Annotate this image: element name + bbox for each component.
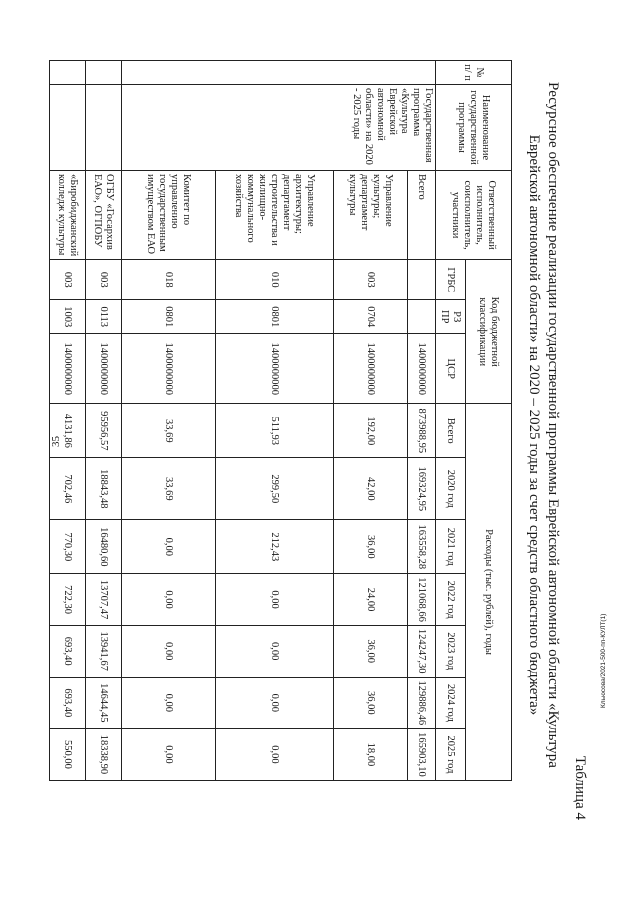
executor-cell: «Биробиджанский колледж культуры xyxy=(50,171,86,260)
program-name-cell xyxy=(50,85,86,171)
grbs-cell: 003 xyxy=(86,260,122,300)
executor-cell: Всего xyxy=(408,171,436,260)
grbs-cell: 018 xyxy=(122,260,216,300)
title-line-2: Еврейской автономной области» на 2020 – 2025 годы за счет средств областного бюджета» xyxy=(526,134,542,716)
page-number: 35 xyxy=(50,436,62,447)
y2025-cell: 18338,90 xyxy=(86,729,122,781)
program-name-cell xyxy=(86,85,122,171)
y2022-cell: 722,30 xyxy=(50,574,86,626)
y2021-cell: 212,43 xyxy=(216,520,334,574)
table-label: Таблица 4 xyxy=(572,755,588,820)
y2021-cell: 770,30 xyxy=(50,520,86,574)
y2025-cell: 550,00 xyxy=(50,729,86,781)
table-row xyxy=(50,61,86,781)
header-2023: 2023 год xyxy=(436,625,466,677)
header-budget-code: Код бюджетной классификации xyxy=(466,260,512,404)
rzpr-cell: 0801 xyxy=(216,300,334,334)
csr-cell: 1400000000 xyxy=(122,334,216,404)
y2023-cell: 36,00 xyxy=(334,625,408,677)
header-rzpr: РЗ ПР xyxy=(436,300,466,334)
title-line-1: Ресурсное обеспечение реализации государственной программы Еврейской автономной области «Культура xyxy=(545,82,561,768)
y2021-cell: 0,00 xyxy=(122,520,216,574)
grbs-cell: 003 xyxy=(334,260,408,300)
csr-cell: 1400000000 xyxy=(216,334,334,404)
y2024-cell: 14644,45 xyxy=(86,677,122,729)
rzpr-cell: 0801 xyxy=(122,300,216,334)
row-num xyxy=(86,61,122,85)
y2024-cell: 36,00 xyxy=(334,677,408,729)
y2023-cell: 0,00 xyxy=(216,625,334,677)
csr-cell: 1400000000 xyxy=(408,334,436,404)
header-program-name: Наименование государственной программы xyxy=(436,85,512,171)
y2022-cell: 0,00 xyxy=(122,574,216,626)
y2024-cell: 129886,46 xyxy=(408,677,436,729)
header-2022: 2022 год xyxy=(436,574,466,626)
document-title xyxy=(524,0,562,850)
grbs-cell: 003 xyxy=(50,260,86,300)
grbs-cell: 010 xyxy=(216,260,334,300)
header-num: № п/ п xyxy=(436,61,512,85)
header-2025: 2025 год xyxy=(436,729,466,781)
y2023-cell: 13941,67 xyxy=(86,625,122,677)
header-executor: Ответственный исполнитель, соисполнитель, участники xyxy=(436,171,512,260)
executor-cell: Управление архитектуры; департамент строительства и жилищно-коммунального хозяйства xyxy=(216,171,334,260)
total-cell: 873988,95 xyxy=(408,404,436,458)
y2024-cell: 693,40 xyxy=(50,677,86,729)
row-num xyxy=(122,61,436,85)
y2020-cell: 42,00 xyxy=(334,458,408,520)
csr-cell: 1400000000 xyxy=(334,334,408,404)
y2020-cell: 169324,95 xyxy=(408,458,436,520)
y2022-cell: 121068,66 xyxy=(408,574,436,626)
total-cell: 4131,86 xyxy=(50,404,86,458)
y2020-cell: 299,50 xyxy=(216,458,334,520)
y2020-cell: 33,69 xyxy=(122,458,216,520)
y2025-cell: 165903,10 xyxy=(408,729,436,781)
rzpr-cell: 1003 xyxy=(50,300,86,334)
y2020-cell: 702,46 xyxy=(50,458,86,520)
y2023-cell: 693,40 xyxy=(50,625,86,677)
row-num xyxy=(50,61,86,85)
header-total: Всего xyxy=(436,404,466,458)
y2022-cell: 0,00 xyxy=(216,574,334,626)
rzpr-cell xyxy=(408,300,436,334)
total-cell: 511,93 xyxy=(216,404,334,458)
program-name-cell: Государственная программа «Культура Еврейской автономной области» на 2020 - 2025 годы xyxy=(122,85,436,171)
table-row xyxy=(408,61,436,781)
y2021-cell: 163558,28 xyxy=(408,520,436,574)
y2022-cell: 13707,47 xyxy=(86,574,122,626)
header-row-1 xyxy=(466,61,512,781)
y2025-cell: 18,00 xyxy=(334,729,408,781)
rzpr-cell: 0704 xyxy=(334,300,408,334)
total-cell: 95956,57 xyxy=(86,404,122,458)
executor-cell: ОГБУ «Госархив ЕАО», ОГПОБУ xyxy=(86,171,122,260)
table-row xyxy=(86,61,122,781)
y2025-cell: 0,00 xyxy=(216,729,334,781)
csr-cell: 1400000000 xyxy=(86,334,122,404)
y2024-cell: 0,00 xyxy=(216,677,334,729)
csr-cell: 1400000000 xyxy=(50,334,86,404)
header-expenses: Расходы (тыс. рублей), годы xyxy=(466,404,512,781)
executor-cell: Управление культуры; департамент культуры xyxy=(334,171,408,260)
grbs-cell xyxy=(408,260,436,300)
y2024-cell: 0,00 xyxy=(122,677,216,729)
footer-code: Кльюсова/2021-500-пп-КУЛТ(1) xyxy=(600,613,607,708)
y2021-cell: 36,00 xyxy=(334,520,408,574)
rzpr-cell: 0113 xyxy=(86,300,122,334)
rotated-page-content xyxy=(56,0,588,850)
header-grbs: ГРБС xyxy=(436,260,466,300)
y2020-cell: 18843,48 xyxy=(86,458,122,520)
y2021-cell: 16480,60 xyxy=(86,520,122,574)
total-cell: 192,00 xyxy=(334,404,408,458)
y2025-cell: 0,00 xyxy=(122,729,216,781)
y2023-cell: 124247,30 xyxy=(408,625,436,677)
y2023-cell: 0,00 xyxy=(122,625,216,677)
total-cell: 33,69 xyxy=(122,404,216,458)
resource-table xyxy=(49,60,512,781)
header-2020: 2020 год xyxy=(436,458,466,520)
header-csr: ЦСР xyxy=(436,334,466,404)
header-2021: 2021 год xyxy=(436,520,466,574)
y2022-cell: 24,00 xyxy=(334,574,408,626)
header-2024: 2024 год xyxy=(436,677,466,729)
executor-cell: Комитет по управлению государственным имуществом ЕАО xyxy=(122,171,216,260)
